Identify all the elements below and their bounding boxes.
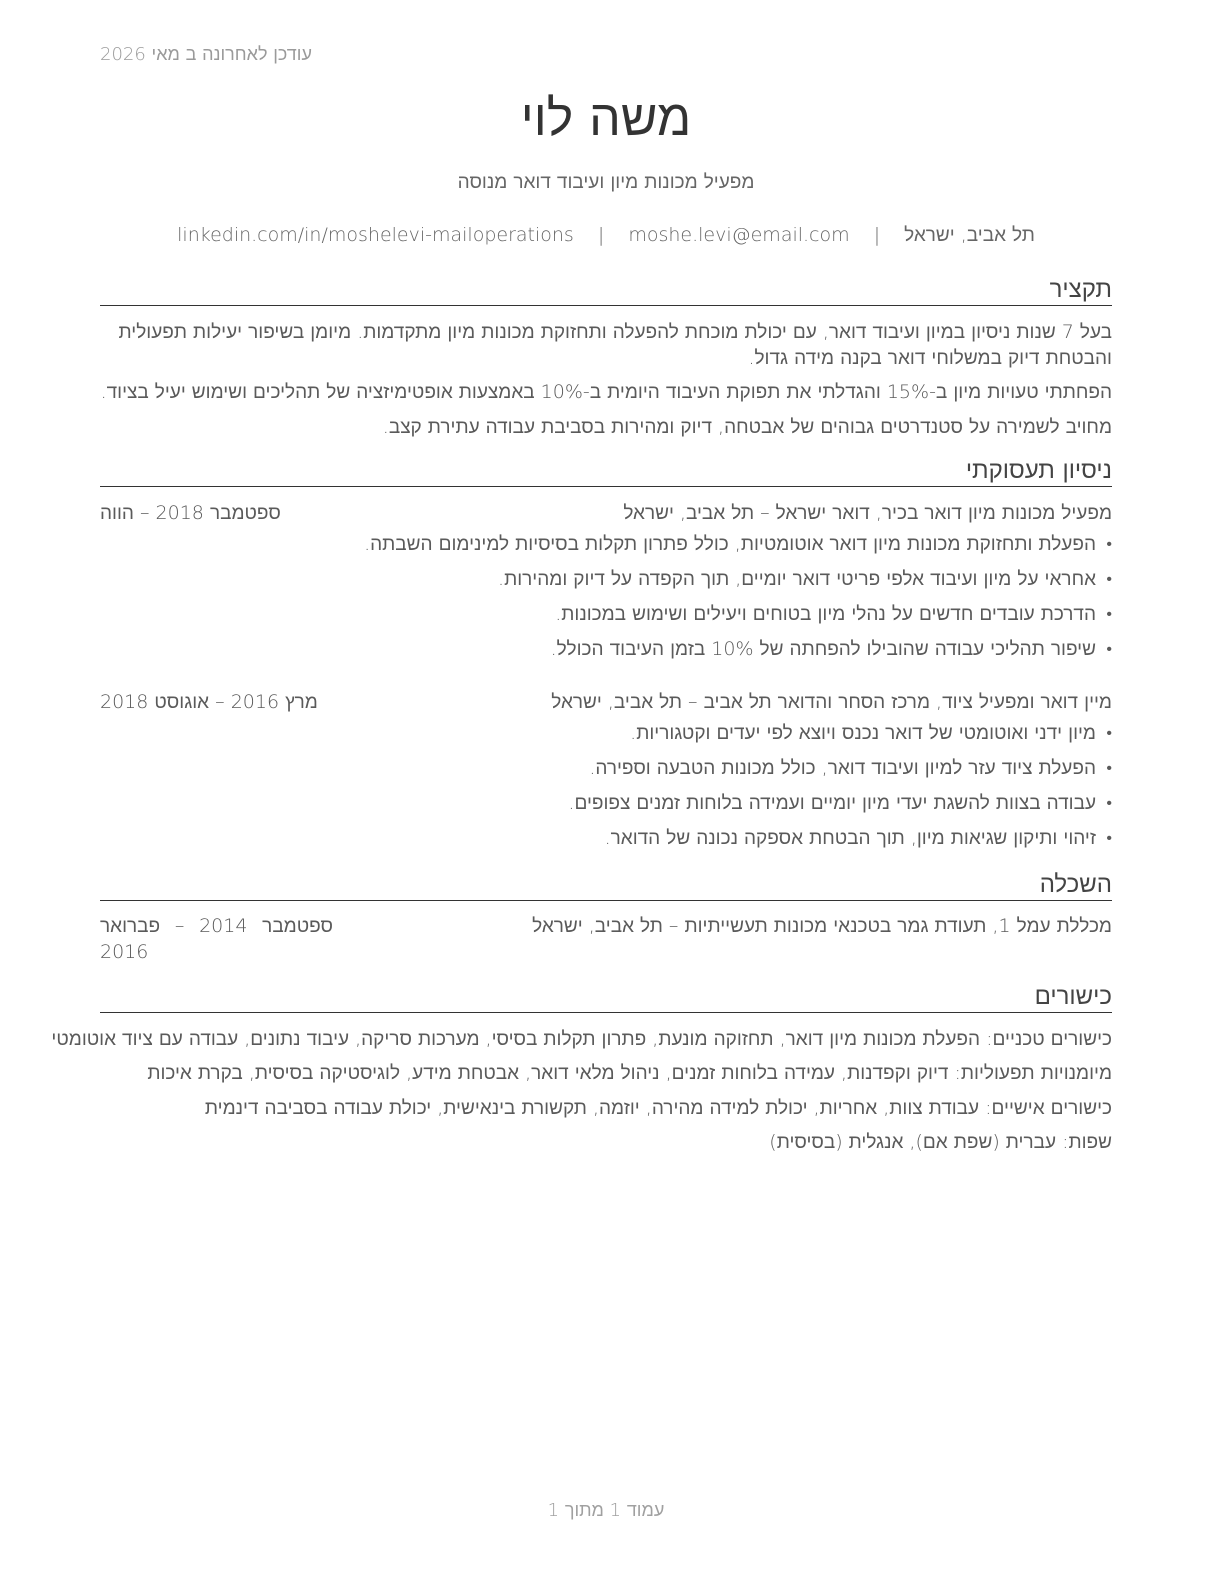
job-bullets [100, 720, 1112, 860]
bullet-text: הפעלת ותחזוקת מכונות מיון דואר אוטומטיות, כולל פתרון תקלות בסיסיות למינימום השבתה. [364, 533, 1096, 555]
skills-line: שפות: עברית (שפת אם), אנגלית (בסיסית) [769, 1131, 1112, 1153]
skills-line: מיומנויות תפעוליות: דיוק וקפדנות, עמידה בלוחות זמנים, ניהול מלאי דואר, אבטחת מידע, לוגיסטיקה בסיסית, בקרת איכות [147, 1062, 1112, 1084]
bullet-icon: • [1106, 534, 1112, 553]
summary-paragraph: הפחתתי טעויות מיון ב-15% והגדלתי את תפוקת העיבוד היומית ב-10% באמצעות אופטימיזציה של תהליכים ושימוש יעיל בציוד. [100, 381, 1112, 403]
bullet-icon: • [1106, 569, 1112, 588]
bullet-text: מיון ידני ואוטומטי של דואר נכנס ויוצא לפי יעדים וקטגוריות. [630, 722, 1096, 744]
skills-heading: כישורים [100, 981, 1112, 1013]
list-item [100, 601, 1112, 636]
job-dates: ספטמבר 2018 – הווה [100, 502, 281, 524]
last-updated-note: עודכן לאחרונה ב מאי 2026 [100, 44, 312, 65]
experience-heading: ניסיון תעסוקתי [100, 455, 1112, 487]
bullet-icon: • [1106, 639, 1112, 658]
candidate-name: משה לוי [520, 89, 692, 147]
contact-separator: | [597, 224, 605, 246]
job-header [100, 689, 1112, 717]
bullet-text: זיהוי ותיקון שגיאות מיון, תוך הבטחת אספקה נכונה של הדואר. [604, 827, 1096, 849]
bullet-text: אחראי על מיון ועיבוד אלפי פריטי דואר יומיים, תוך הקפדה על דיוק ומהירות. [498, 568, 1096, 590]
contact-linkedin[interactable]: linkedin.com/in/moshelevi-mailoperations [177, 224, 574, 246]
candidate-title: מפעיל מכונות מיון ועיבוד דואר מנוסה [457, 171, 755, 193]
bullet-icon: • [1106, 793, 1112, 812]
summary-paragraph: מחויב לשמירה על סטנדרטים גבוהים של אבטחה, דיוק ומהירות בסביבת עבודה עתירת קצב. [382, 416, 1112, 438]
page-number: עמוד 1 מתוך 1 [547, 1500, 665, 1521]
job-header [100, 500, 1112, 528]
skills-line: כישורים טכניים: הפעלת מכונות מיון דואר, תחזוקה מונעת, פתרון תקלות בסיסי, מערכות סריקה, עיבוד נתונים, עבודה עם ציוד אוטומטי [51, 1028, 1112, 1050]
education-entry: מכללת עמל 1, תעודת גמר בטכנאי מכונות תעשייתיות – תל אביב, ישראל [532, 915, 1112, 937]
job-dates: מרץ 2016 – אוגוסט 2018 [100, 691, 318, 713]
bullet-icon: • [1106, 828, 1112, 847]
contact-separator: | [873, 224, 881, 246]
summary-heading: תקציר [100, 274, 1112, 306]
list-item [100, 720, 1112, 755]
contact-line [100, 222, 1112, 248]
contact-location: תל אביב, ישראל [904, 224, 1035, 246]
bullet-text: שיפור תהליכי עבודה שהובילו להפחתה של 10% בזמן העיבוד הכולל. [550, 638, 1096, 660]
job-bullets [100, 531, 1112, 671]
bullet-text: עבודה בצוות להשגת יעדי מיון יומיים ועמידה בלוחות זמנים צפופים. [568, 792, 1096, 814]
job-role: מפעיל מכונות מיון דואר בכיר, דואר ישראל – תל אביב, ישראל [623, 502, 1112, 524]
bullet-text: הדרכת עובדים חדשים על נהלי מיון בטוחים ויעילים ושימוש במכונות. [555, 603, 1096, 625]
list-item [100, 825, 1112, 860]
list-item [100, 531, 1112, 566]
list-item [100, 790, 1112, 825]
job-role: מיין דואר ומפעיל ציוד, מרכז הסחר והדואר תל אביב – תל אביב, ישראל [551, 691, 1112, 713]
bullet-text: הפעלת ציוד עזר למיון ועיבוד דואר, כולל מכונות הטבעה וספירה. [589, 757, 1096, 779]
skills-line: כישורים אישיים: עבודת צוות, אחריות, יכולת למידה מהירה, יוזמה, תקשורת בינאישית, יכולת עבודה בסביבה דינמית [204, 1097, 1112, 1119]
bullet-icon: • [1106, 604, 1112, 623]
list-item [100, 566, 1112, 601]
bullet-icon: • [1106, 758, 1112, 777]
education-heading: השכלה [100, 869, 1112, 901]
resume-page [51, 0, 1112, 1584]
list-item [100, 755, 1112, 790]
list-item [100, 636, 1112, 671]
contact-email[interactable]: moshe.levi@email.com [628, 224, 850, 246]
education-dates: ספטמבר 2014 – פברואר 2016 [100, 915, 333, 963]
summary-paragraph: בעל 7 שנות ניסיון במיון ועיבוד דואר, עם יכולת מוכחת להפעלה ותחזוקת מכונות מיון מתקדמות. מיומן בשיפור יעילות תפעולית והבטחת דיוק במשלוחי דואר בקנה מידה גדול. [118, 321, 1112, 369]
bullet-icon: • [1106, 723, 1112, 742]
